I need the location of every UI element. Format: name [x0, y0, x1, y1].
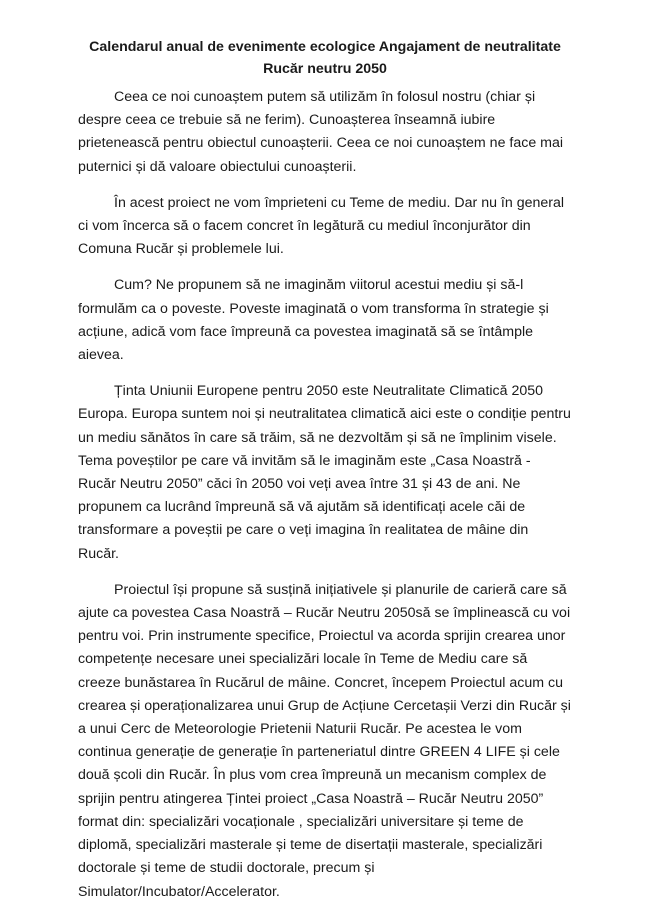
paragraph-1: Ceea ce noi cunoaștem putem să utilizăm în folosul nostru (chiar și despre ceea ce trebuie să ne ferim). Cunoașterea înseamnă iubire prietenească pentru obiectul cunoașterii. Ceea ce noi cunoaștem ne face mai puternici și dă valoare obiectului cunoașterii.	[78, 89, 564, 175]
paragraph-5: Proiectul își propune să susțină inițiativele și planurile de carieră care să ajute ca povestea Casa Noastră – Rucăr Neutru 2050să se împlinească cu voi pentru voi. Prin instrumente specifice, Proiectul va acorda sprijin crearea unor competențe necesare unei specializări locale în Teme de Mediu care să creeze bunăstarea în Rucărul de mâine. Concret, începem Proiectul acum cu crearea și operaționalizarea unui Grup de Acțiune Cercetașii Verzi din Rucăr și a unui Cerc de Meteorologie Prietenii Naturii Rucăr. Pe acestea le vom continua generație de generație în parteneriatul dintre GREEN 4 LIFE și cele două școli din Rucăr. În plus vom crea împreună un mecanism complex de sprijin pentru atingerea Țintei proiect „Casa Noastră – Rucăr Neutru 2050” format din: specializări vocaționale , specializări universitare și teme de diplomă, specializări masterale și teme de disertații masterale, specializări doctorale și teme de studii doctorale, precum și Simulator/Incubator/Accelerator.	[78, 581, 571, 900]
paragraph-3: Cum? Ne propunem să ne imaginăm viitorul acestui mediu și să-l formulăm ca o poveste. Poveste imaginată o vom transforma în strategie și acțiune, adică vom face împreună ca povestea imaginată să se întâmple aievea.	[78, 277, 549, 364]
paragraph-4: Ținta Uniunii Europene pentru 2050 este Neutralitate Climatică 2050 Europa. Europa suntem noi și neutralitatea climatică aici este o condiție pentru un mediu sănătos în care să trăim, să ne dezvoltăm și să ne împlinim visele. Tema poveștilor pe care vă invităm să le imaginăm este „Casa Noastră - Rucăr Neutru 2050” căci în 2050 voi veți avea între 31 și 43 de ani. Ne propunem ca lucrând împreună să vă ajutăm să identificați acele căi de transformare a poveștii pe care o veți imagina în realitatea de mâine din Rucăr.	[78, 383, 571, 562]
paragraph-2: În acest proiect ne vom împrieteni cu Teme de mediu. Dar nu în general ci vom încerca să o facem concret în legătură cu mediul înconjurător din Comuna Rucăr și problemele lui.	[78, 194, 565, 258]
document-title: Calendarul anual de evenimente ecologice Angajament de neutralitate Rucăr neutru 2050	[89, 39, 561, 77]
